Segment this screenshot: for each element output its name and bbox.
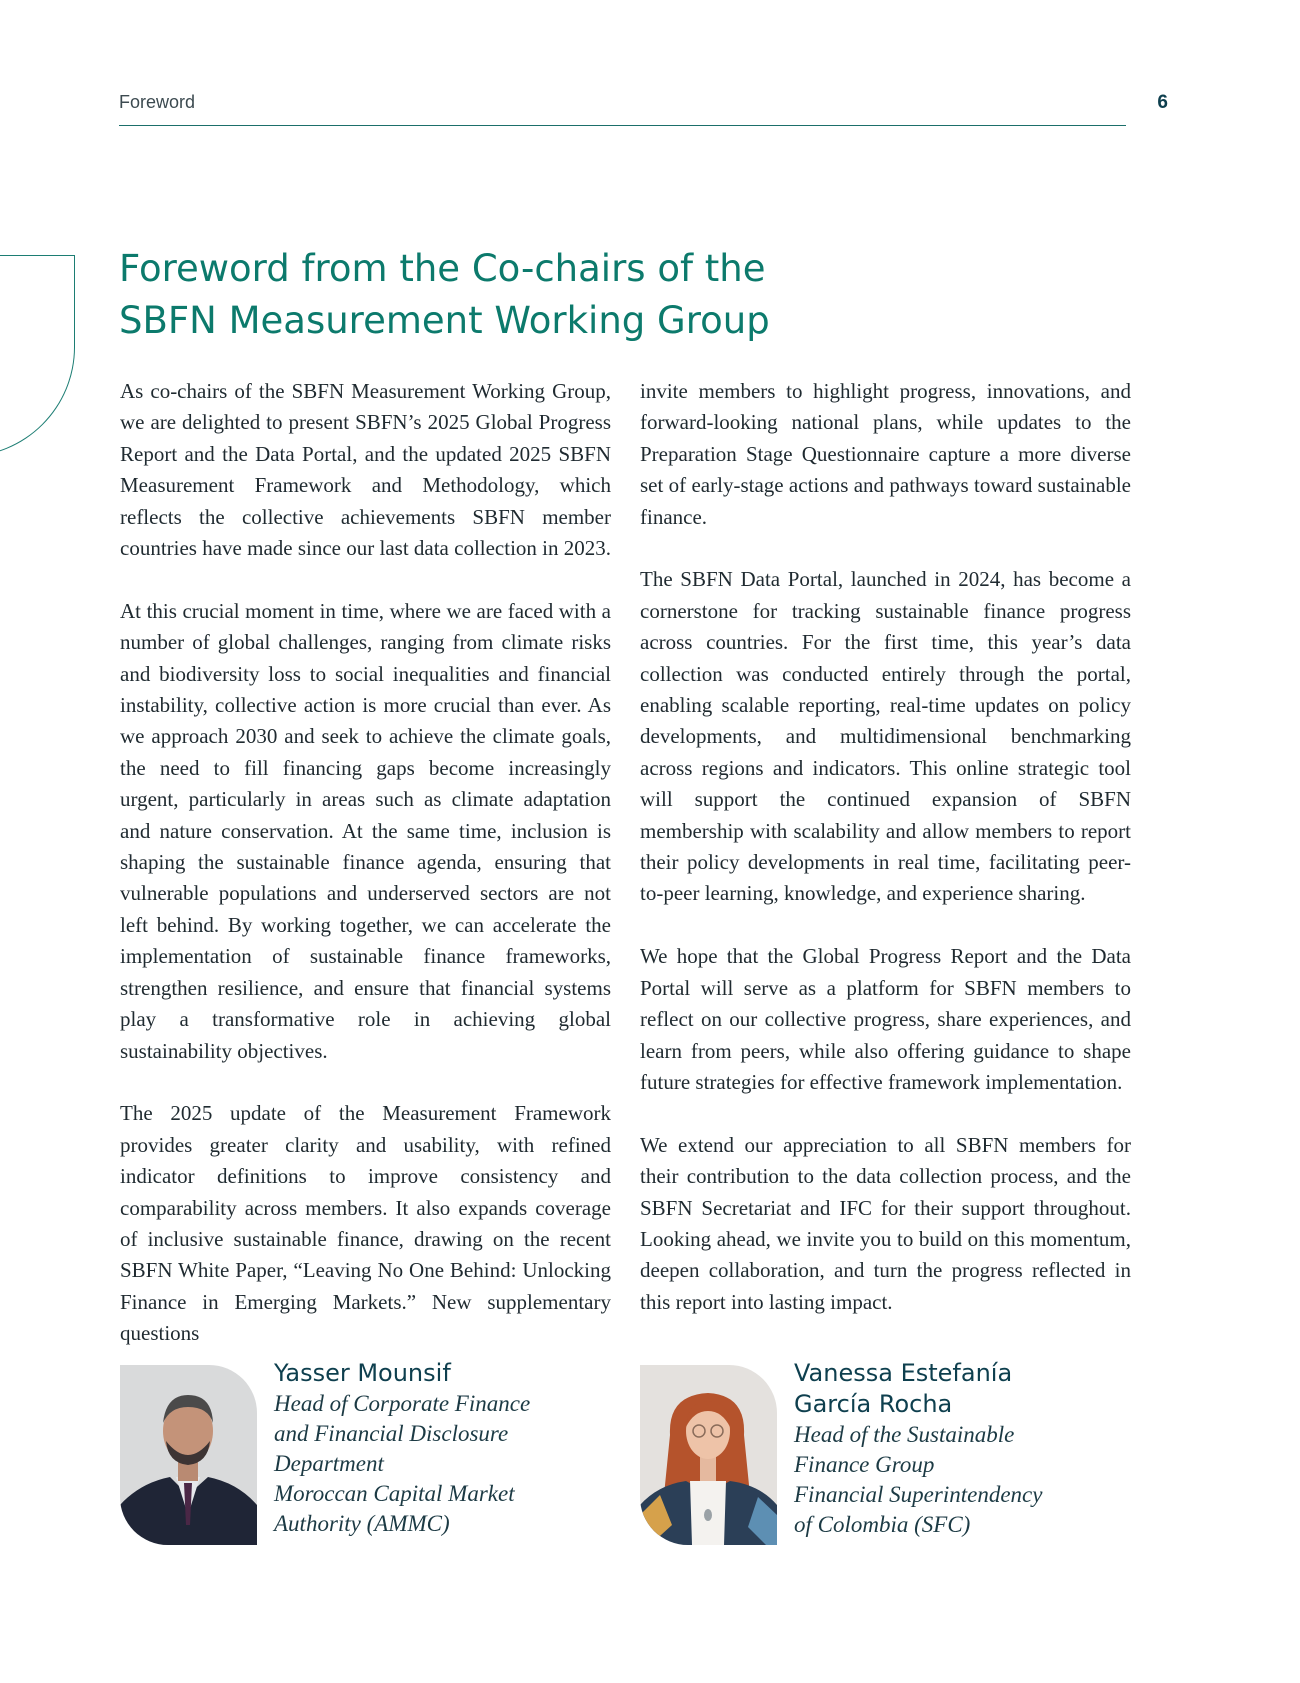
signatory-role: Department — [274, 1451, 384, 1476]
page-title — [119, 243, 1019, 347]
header-divider — [119, 125, 1126, 126]
signatory-name: Vanessa Estefanía — [794, 1359, 1013, 1387]
body-paragraph: invite members to highlight progress, innovations, and forward-looking national plans, while updates to the Preparation Stage Questionnaire capture a more diverse set of early-stage actions and pathways toward sustainable finance. — [640, 379, 1131, 529]
signatory-role: and Financial Disclosure — [274, 1421, 509, 1446]
portrait-yasser-mounsif — [120, 1365, 257, 1545]
signatory-role: Authority (AMMC) — [274, 1511, 450, 1536]
body-column-left — [120, 376, 611, 1350]
signatory-name: García Rocha — [794, 1390, 953, 1418]
signatory-1 — [274, 1358, 574, 1539]
signatory-name: Yasser Mounsif — [274, 1359, 451, 1387]
body-paragraph: We extend our appreciation to all SBFN members for their contribution to the data collection process, and the SBFN Secretariat and IFC for their support throughout. Looking ahead, we invite you to build on this momentum, deepen collaboration, and turn the progress reflected in this report into lasting impact. — [640, 1132, 1131, 1314]
body-paragraph: At this crucial moment in time, where we are faced with a number of global challenges, ranging from climate risks and biodiversity loss to social inequalities and financial instability, collective action is more crucial than ever. As we approach 2030 and seek to achieve the climate goals, the need to fill financing gaps become increasingly urgent, particularly in areas such as climate adaptation and nature conservation. At the same time, inclusion is shaping the sustainable finance agenda, ensuring that vulnerable populations and underserved sectors are not left behind. By working together, we can accelerate the implementation of sustainable finance frameworks, strengthen resilience, and ensure that financial systems play a transformative role in achieving global sustainability objectives. — [120, 598, 611, 1063]
portrait-vanessa-garcia-rocha — [640, 1365, 777, 1545]
signatory-2 — [794, 1358, 1114, 1540]
page-number: 6 — [1157, 92, 1168, 113]
title-line-2: SBFN Measurement Working Group — [119, 299, 770, 342]
signatory-role: Financial Superintendency — [794, 1482, 1043, 1507]
body-paragraph: The SBFN Data Portal, launched in 2024, has become a cornerstone for tracking sustainable finance progress across countries. For the first time, this year’s data collection was conducted entirely through the portal, enabling scalable reporting, real-time updates on policy developments, and multidimensional benchmarking across regions and indicators. This online strategic tool will support the continued expansion of SBFN membership with scalability and allow members to report their policy developments in real time, facilitating peer-to-peer learning, knowledge, and experience sharing. — [640, 567, 1131, 906]
signatory-role: Head of Corporate Finance — [274, 1391, 531, 1416]
title-line-1: Foreword from the Co-chairs of the — [119, 247, 766, 290]
body-column-right — [640, 376, 1131, 1318]
signatory-role: of Colombia (SFC) — [794, 1512, 971, 1537]
signatory-role: Finance Group — [794, 1452, 935, 1477]
signatory-role: Head of the Sustainable — [794, 1422, 1015, 1447]
signatory-role: Moroccan Capital Market — [274, 1481, 515, 1506]
body-paragraph: The 2025 update of the Measurement Framework provides greater clarity and usability, with refined indicator definitions to improve consistency and comparability across members. It also expands coverage of inclusive sustainable finance, drawing on the recent SBFN White Paper, “Leaving No One Behind: Unlocking Finance in Emerging Markets.” New supplementary questions — [120, 1101, 611, 1346]
body-paragraph: We hope that the Global Progress Report and the Data Portal will serve as a platform for SBFN members to reflect on our collective progress, share experiences, and learn from peers, while also offering guidance to shape future strategies for effective framework implementation. — [640, 944, 1131, 1094]
body-paragraph: As co-chairs of the SBFN Measurement Working Group, we are delighted to present SBFN’s 2025 Global Progress Report and the Data Portal, and the updated 2025 SBFN Measurement Framework and Methodology, which reflects the collective achievements SBFN member countries have made since our last data collection in 2023. — [120, 379, 612, 561]
corner-decoration — [0, 255, 75, 457]
running-header-section: Foreword — [119, 92, 196, 112]
